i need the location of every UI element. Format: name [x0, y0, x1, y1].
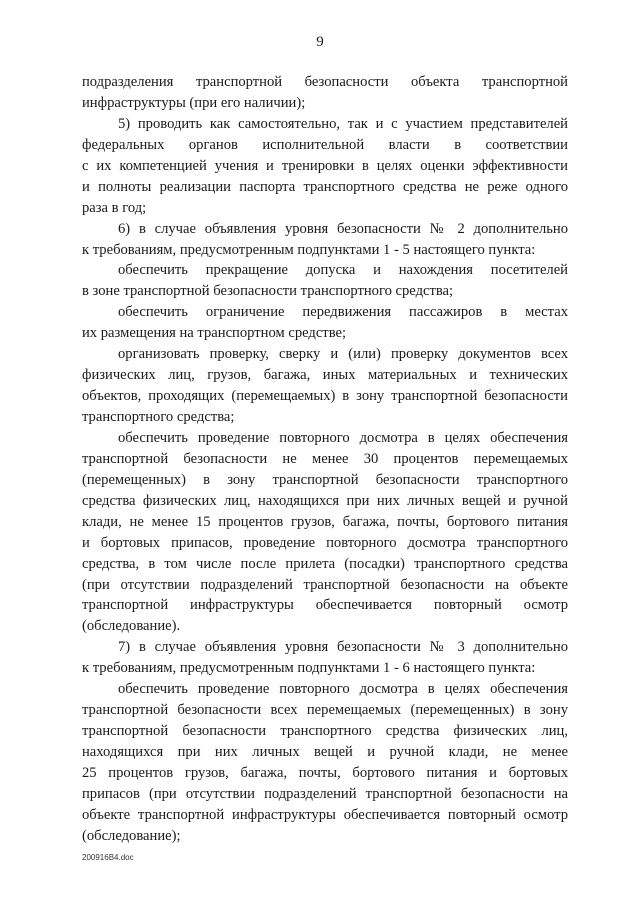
- footer-file-code: 200916B4.doc: [82, 853, 134, 862]
- text-line: с их компетенцией учения и тренировки в целях оценки эффективности: [82, 157, 568, 174]
- text-line: 6) в случае объявления уровня безопасности № 2 дополнительно: [118, 220, 568, 237]
- text-line: и полноты реализации паспорта транспортного средства не реже одного: [82, 178, 568, 195]
- text-line: обеспечить проведение повторного досмотра в целях обеспечения: [118, 429, 568, 446]
- text-line: к требованиям, предусмотренным подпунктами 1 - 6 настоящего пункта:: [82, 660, 536, 677]
- text-line: физических лиц, грузов, багажа, иных материальных и технических: [82, 367, 568, 384]
- text-line: (обследование).: [82, 618, 181, 635]
- text-line: клади, не менее 15 процентов грузов, багажа, почты, бортового питания: [82, 513, 568, 530]
- text-line: организовать проверку, сверку и (или) проверку документов всех: [118, 346, 568, 363]
- text-line: и бортовых припасов, проведение повторного досмотра транспортного: [82, 534, 568, 551]
- text-line: в зоне транспортной безопасности транспортного средства;: [82, 283, 454, 300]
- text-line: 7) в случае объявления уровня безопасности № 3 дополнительно: [118, 639, 568, 656]
- text-line: объектов, проходящих (перемещаемых) в зону транспортной безопасности: [82, 388, 568, 405]
- page-number: 9: [316, 34, 324, 50]
- text-line: транспортной инфраструктуры обеспечивается повторный осмотр: [82, 597, 568, 614]
- text-line: (перемещенных) в зону транспортной безопасности транспортного: [82, 471, 568, 488]
- text-line: объекте транспортной инфраструктуры обеспечивается повторный осмотр: [82, 806, 568, 823]
- text-line: транспортного средства;: [82, 409, 235, 425]
- text-line: транспортной безопасности транспортного средства физических лиц,: [82, 723, 568, 740]
- text-line: инфраструктуры (при его наличии);: [82, 94, 306, 111]
- text-line: припасов (при отсутствии подразделений транспортной безопасности на: [82, 785, 568, 802]
- text-line: обеспечить ограничение передвижения пассажиров в местах: [118, 304, 568, 321]
- text-line: (при отсутствии подразделений транспортной безопасности на объекте: [82, 576, 568, 593]
- text-line: транспортной безопасности не менее 30 процентов перемещаемых: [82, 450, 568, 467]
- text-line: 25 процентов грузов, багажа, почты, бортового питания и бортовых: [82, 764, 568, 781]
- text-line: федеральных органов исполнительной власти в соответствии: [82, 136, 568, 153]
- text-line: подразделения транспортной безопасности объекта транспортной: [82, 74, 568, 90]
- text-line: 5) проводить как самостоятельно, так и с участием представителей: [118, 115, 568, 132]
- text-line: средства, в том числе после прилета (посадки) транспортного средства: [82, 555, 568, 572]
- text-line: находящихся при них личных вещей и ручной клади, не менее: [82, 744, 568, 760]
- text-line: (обследование);: [82, 827, 181, 844]
- text-line: к требованиям, предусмотренным подпунктами 1 - 5 настоящего пункта:: [82, 241, 536, 258]
- text-line: обеспечить прекращение допуска и нахождения посетителей: [118, 262, 568, 279]
- text-line: раза в год;: [82, 199, 147, 216]
- text-line: обеспечить проведение повторного досмотра в целях обеспечения: [118, 681, 568, 698]
- text-line: их размещения на транспортном средстве;: [82, 325, 347, 342]
- text-line: транспортной безопасности всех перемещаемых (перемещенных) в зону: [82, 702, 568, 719]
- document-body: [82, 72, 568, 847]
- text-line: средства физических лиц, находящихся при них личных вещей и ручной: [82, 492, 568, 509]
